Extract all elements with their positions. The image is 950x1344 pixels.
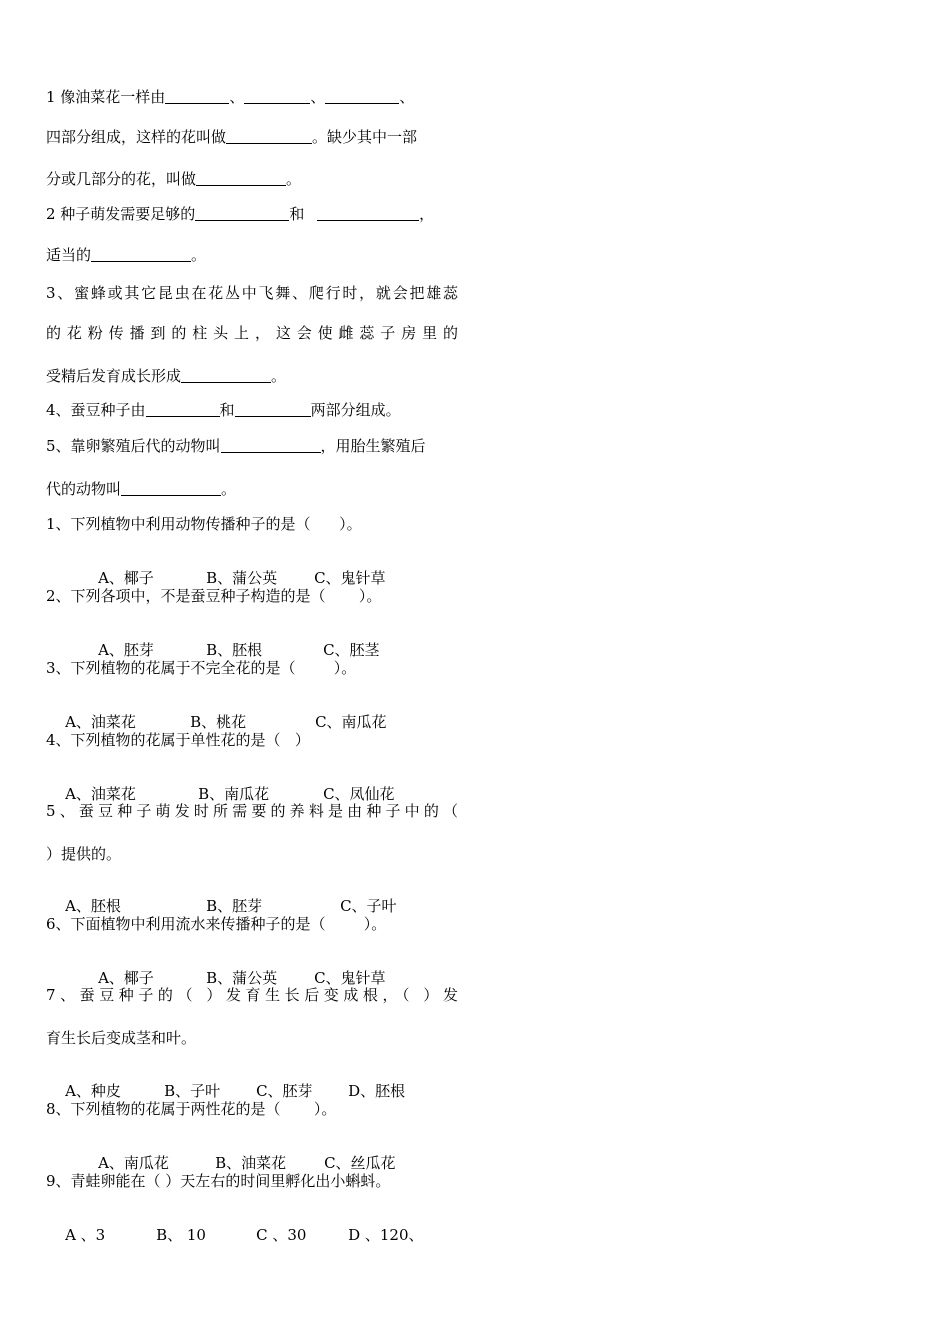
blank[interactable]	[235, 401, 311, 417]
choice-q3-options	[46, 695, 387, 731]
option-b[interactable]: B、蒲公英	[206, 569, 278, 587]
fill-q2-line1: 2 种子萌发需要足够的 和 ，	[46, 205, 435, 223]
option-a[interactable]: A、椰子	[98, 969, 154, 987]
fill-q1-line2: 四部分组成，这样的花叫做 。缺少其中一部	[46, 128, 418, 146]
option-a[interactable]: A、南瓜花	[98, 1154, 169, 1172]
choice-q4-options	[46, 767, 395, 803]
choice-q8-stem: 8、下列植物的花属于两性花的是（ ）。	[46, 1100, 337, 1118]
blank[interactable]	[91, 246, 191, 262]
choice-q7-stem-line2: 育生长后变成茎和叶。	[46, 1029, 197, 1047]
blank[interactable]	[317, 205, 419, 221]
option-c[interactable]: C、丝瓜花	[324, 1154, 396, 1172]
blank[interactable]	[226, 128, 312, 144]
option-b[interactable]: B、桃花	[190, 713, 247, 731]
fill-q1-line3: 分或几部分的花，叫做 。	[46, 170, 302, 188]
blank[interactable]	[244, 88, 310, 104]
fill-q5-line1: 5、靠卵繁殖后代的动物叫 ，用胎生繁殖后	[46, 437, 426, 455]
choice-q2-options	[46, 623, 380, 659]
choice-q7-stem-line1: 7、蚕豆种子的（ ）发育生长后变成根，（ ）发	[46, 986, 458, 1004]
blank[interactable]	[221, 437, 321, 453]
option-c[interactable]: C、凤仙花	[323, 785, 395, 803]
blank[interactable]	[165, 88, 229, 104]
blank[interactable]	[325, 88, 399, 104]
option-a[interactable]: A 、3	[65, 1226, 106, 1244]
option-b[interactable]: B、南瓜花	[198, 785, 270, 803]
choice-q5-stem-line1: 5、蚕豆种子萌发时所需要的养料是由种子中的（	[46, 802, 458, 820]
choice-q9-stem: 9、青蛙卵能在（ ）天左右的时间里孵化出小蝌蚪。	[46, 1172, 391, 1190]
choice-q5-stem-line2: ）提供的。	[46, 845, 122, 863]
option-a[interactable]: A、油菜花	[65, 713, 136, 731]
option-c[interactable]: C、南瓜花	[315, 713, 387, 731]
option-b[interactable]: B、蒲公英	[206, 969, 278, 987]
option-b[interactable]: B、胚根	[206, 641, 263, 659]
choice-q5-options	[46, 879, 397, 915]
option-a[interactable]: A、种皮	[65, 1082, 121, 1100]
option-c[interactable]: C、胚芽	[256, 1082, 313, 1100]
option-b[interactable]: B、子叶	[164, 1082, 221, 1100]
choice-q6-stem: 6、下面植物中利用流水来传播种子的是（ ）。	[46, 915, 387, 933]
option-b[interactable]: B、胚芽	[206, 897, 263, 915]
fill-q3-line2: 的花粉传播到的柱头上，这会使雌蕊子房里的	[46, 324, 458, 342]
blank[interactable]	[121, 480, 221, 496]
fill-q2-line2: 适当的 。	[46, 246, 207, 264]
blank[interactable]	[195, 205, 289, 221]
choice-q2-stem: 2、下列各项中，不是蚕豆种子构造的是（ ）。	[46, 587, 382, 605]
option-c[interactable]: C、鬼针草	[314, 569, 386, 587]
option-a[interactable]: A、椰子	[98, 569, 154, 587]
option-c[interactable]: C、子叶	[340, 897, 397, 915]
fill-q4: 4、蚕豆种子由 和 两部分组成。	[46, 401, 401, 419]
choice-q6-options	[46, 951, 386, 987]
choice-q4-stem: 4、下列植物的花属于单性花的是（ ）	[46, 731, 310, 749]
choice-q1-stem: 1、下列植物中利用动物传播种子的是（ ）。	[46, 515, 362, 533]
option-c[interactable]: C 、30	[256, 1226, 307, 1244]
fill-q3-line1: 3、蜜蜂或其它昆虫在花丛中飞舞、爬行时，就会把雄蕊	[46, 284, 458, 302]
option-b[interactable]: B、油菜花	[215, 1154, 287, 1172]
option-d[interactable]: D、胚根	[348, 1082, 406, 1100]
option-a[interactable]: A、胚芽	[98, 641, 154, 659]
choice-q8-options	[46, 1136, 396, 1172]
blank[interactable]	[146, 401, 220, 417]
option-a[interactable]: A、胚根	[65, 897, 121, 915]
blank[interactable]	[181, 367, 271, 383]
fill-q3-line3: 受精后发育成长形成 。	[46, 367, 287, 385]
option-a[interactable]: A、油菜花	[65, 785, 136, 803]
choice-q3-stem: 3、下列植物的花属于不完全花的是（ ）。	[46, 659, 357, 677]
choice-q7-options	[46, 1064, 406, 1100]
blank[interactable]	[196, 170, 286, 186]
option-c[interactable]: C、鬼针草	[314, 969, 386, 987]
fill-q1-line1: 1 像油菜花一样由 、 、 、	[46, 88, 415, 106]
fill-q5-line2: 代的动物叫 。	[46, 480, 237, 498]
option-b[interactable]: B、 10	[156, 1226, 206, 1244]
option-c[interactable]: C、胚茎	[323, 641, 380, 659]
choice-q1-options	[46, 551, 386, 587]
choice-q9-options	[46, 1208, 424, 1244]
option-d[interactable]: D 、120、	[348, 1226, 424, 1244]
